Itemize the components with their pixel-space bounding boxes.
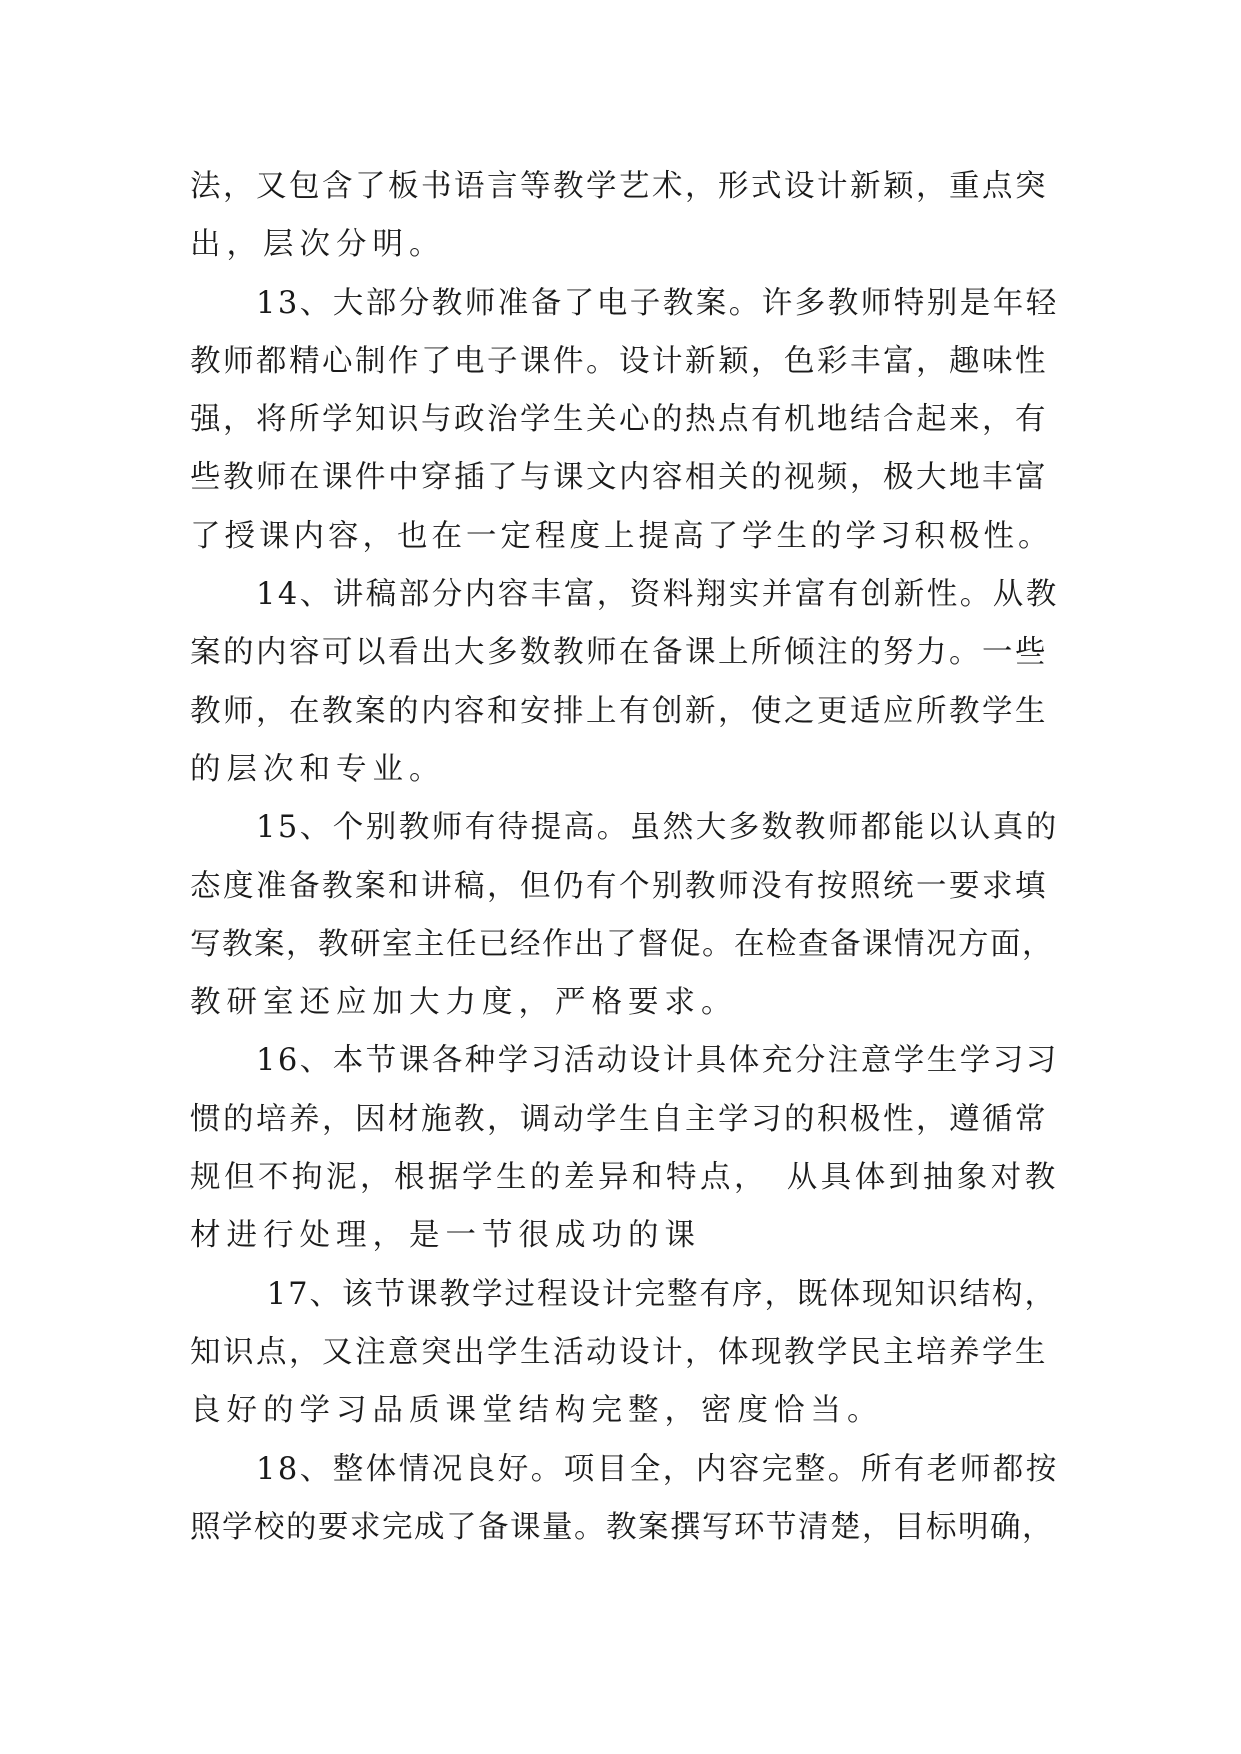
text-line: 材进行处理，是一节很成功的课 (190, 1218, 701, 1254)
text-line: 写教案，教研室主任已经作出了督促。在检查备课情况方面， (190, 926, 1054, 962)
text-line: 态度准备教案和讲稿，但仍有个别教师没有按照统一要求填 (190, 868, 1048, 904)
text-line: 法，又包含了板书语言等教学艺术，形式设计新颖，重点突 (190, 169, 1048, 204)
text-line: 强，将所学知识与政治学生关心的热点有机地结合起来，有 (190, 402, 1048, 438)
text-line: 18、整体情况良好。项目全，内容完整。所有老师都按 (190, 1451, 1059, 1487)
document-body (190, 158, 1060, 1557)
text-line: 些教师在课件中穿插了与课文内容相关的视频，极大地丰富 (190, 460, 1048, 496)
text-line: 教师，在教案的内容和安排上有创新，使之更适应所教学生 (190, 693, 1048, 729)
text-line: 出，层次分明。 (190, 227, 446, 263)
text-line: 教师都精心制作了电子课件。设计新颖，色彩丰富，趣味性 (190, 343, 1048, 379)
text-line: 17、该节课教学过程设计完整有序，既体现知识结构， (190, 1276, 1058, 1312)
text-line: 教研室还应加大力度，严格要求。 (190, 985, 738, 1021)
text-line: 惯的培养，因材施教，调动学生自主学习的积极性，遵循常 (190, 1101, 1048, 1137)
text-line: 14、讲稿部分内容丰富，资料翔实并富有创新性。从教 (190, 577, 1059, 613)
text-line: 16、本节课各种学习活动设计具体充分注意学生学习习 (190, 1043, 1059, 1079)
text-line: 15、个别教师有待提高。虽然大多数教师都能以认真的 (190, 810, 1059, 846)
text-line: 的层次和专业。 (190, 751, 446, 787)
text-line: 13、大部分教师准备了电子教案。许多教师特别是年轻 (190, 285, 1059, 321)
text-line: 规但不拘泥，根据学生的差异和特点， 从具体到抽象对教 (190, 1160, 1059, 1196)
text-line: 案的内容可以看出大多数教师在备课上所倾注的努力。一些 (190, 635, 1048, 671)
text-line: 良好的学习品质课堂结构完整，密度恰当。 (190, 1393, 884, 1429)
text-line: 照学校的要求完成了备课量。教案撰写环节清楚，目标明确， (190, 1509, 1054, 1545)
text-line: 了授课内容，也在一定程度上提高了学生的学习积极性。 (190, 518, 1053, 554)
text-line: 知识点，又注意突出学生活动设计，体现教学民主培养学生 (190, 1334, 1048, 1370)
